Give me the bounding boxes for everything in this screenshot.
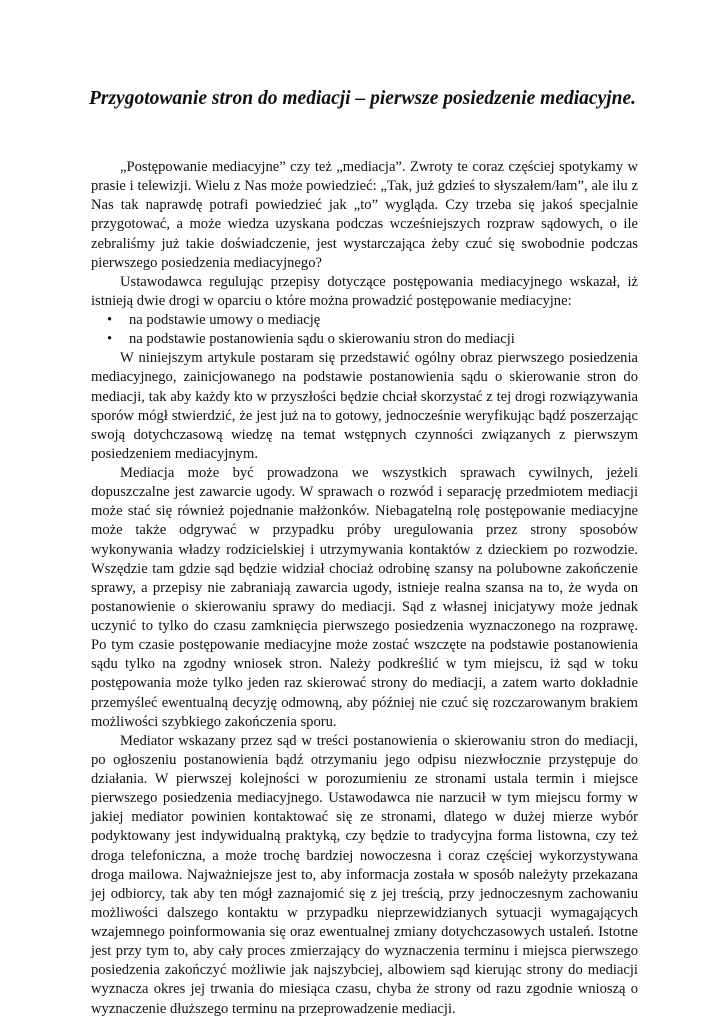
list-item (107, 330, 638, 349)
list-item (107, 311, 638, 330)
paragraph-mediation-scope: Mediacja może być prowadzona we wszystkich sprawach cywilnych, jeżeli dopuszczalne jest zawarcie ugody. W sprawach o rozwód i separację przedmiotem mediacji może stać się również pojednanie małżonków. Niebagatelną rolę postępowanie mediacyjne może także odgrywać w przypadku próby uregulowania przez strony sposobów wykonywania władzy rodzicielskiej i utrzymywania kontaktów z dzieckiem po rozwodzie. Wszędzie tam gdzie sąd będzie widział chociaż odrobinę szansy na polubowne zakończenie sprawy, a przepisy nie zabraniają zawarcia ugody, istnieje realna szansa na to, że wyda on postanowienie o skierowaniu sprawy do mediacji. Sąd z własnej inicjatywy może jednak uczynić to tylko do czasu zamknięcia pierwszego posiedzenia wyznaczonego na rozprawę. Po tym czasie postępowanie mediacyjne może zostać wszczęte na podstawie postanowienia sądu tylko na zgodny wniosek stron. Należy podkreślić w tym miejscu, iż sąd w toku postępowania może tylko jeden raz skierować strony do mediacji, a zatem warto dokładnie przemyśleć ewentualną decyzję odmowną, aby później nie czuć się rozczarowanym brakiem możliwości szybkiego zakończenia sporu. (91, 465, 638, 730)
list-item-text: na podstawie postanowienia sądu o skierowaniu stron do mediacji (129, 331, 515, 348)
bullet-icon: • (107, 312, 113, 328)
mediation-paths-list (91, 311, 638, 349)
bullet-icon: • (107, 331, 113, 348)
paragraph-mediator-actions: Mediator wskazany przez sąd w treści postanowienia o skierowaniu stron do mediacji, po ogłoszeniu postanowienia bądź otrzymaniu jego odpisu niezwłocznie przystępuje do działania. W pierwszej kolejności w porozumieniu ze stronami ustala termin i miejsce pierwszego posiedzenia mediacyjnego. Ustawodawca nie narzucił w tym miejscu formy w jakiej mediator powinien kontaktować się ze stronami, dlatego w dużej mierze wybór podyktowany jest indywidualną praktyką, czy będzie to tradycyjna forma listowna, czy też droga telefoniczna, a może trochę bardziej nowoczesna i coraz częściej wykorzystywana droga mailowa. Najważniejsze jest to, aby informacja została w sposób należyty przekazana jej odbiorcy, tak aby ten mógł zaznajomić się z jej treścią, przy jednoczesnym zachowaniu możliwości dalszego kontaktu w przypadku nieprzewidzianych sytuacji wymagających wzajemnego poinformowania się oraz ewentualnej zmiany dotychczasowych ustaleń. Istotne jest przy tym to, aby cały proces zmierzający do wyznaczenia terminu i miejsca pierwszego posiedzenia zakończyć możliwie jak najszybciej, albowiem sąd kierując strony do mediacji wyznacza okres jej trwania do miesiąca czasu, chyba że strony od razu zgodnie wnioszą o wyznaczenie dłuższego terminu na przeprowadzenie mediacji. (91, 732, 638, 1017)
paragraph-article-purpose: W niniejszym artykule postaram się przedstawić ogólny obraz pierwszego posiedzenia mediacyjnego, zainicjowanego na podstawie postanowienia sądu o skierowanie stron do mediacji, tak aby każdy kto w przyszłości będzie chciał skorzystać z tej drogi rozwiązywania sporów mógł stwierdzić, że jest już na to gotowy, jednocześnie weryfikując bądź poszerzając swoją dotychczasową wiedzę na temat wstępnych czynności związanych z pierwszym posiedzeniem mediacyjnym. (91, 350, 638, 462)
document-title: Przygotowanie stron do mediacji – pierwsze posiedzenie mediacyjne. (88, 88, 637, 109)
list-item-text: na podstawie umowy o mediację (129, 312, 321, 328)
document-body (91, 158, 638, 1019)
paragraph-mediation-paths: Ustawodawca regulując przepisy dotyczące postępowania mediacyjnego wskazał, iż istnieją dwie drogi w oparciu o które można prowadzić postępowanie mediacyjne: (91, 273, 638, 309)
paragraph-intro: „Postępowanie mediacyjne” czy też „mediacja”. Zwroty te coraz częściej spotykamy w prasie i telewizji. Wielu z Nas może powiedzieć: „Tak, już gdzieś to słyszałem/łam”, ale ilu z Nas tak naprawdę potrafi powiedzieć jak „to” wygląda. Czy trzeba się jakoś specjalnie przygotować, a może wiedza uzyskana podczas wcześniejszych rozpraw sądowych, o ile zebraliśmy już takie doświadczenie, jest wystarczająca żeby czuć się swobodnie podczas pierwszego posiedzenia mediacyjnego? (91, 159, 638, 271)
